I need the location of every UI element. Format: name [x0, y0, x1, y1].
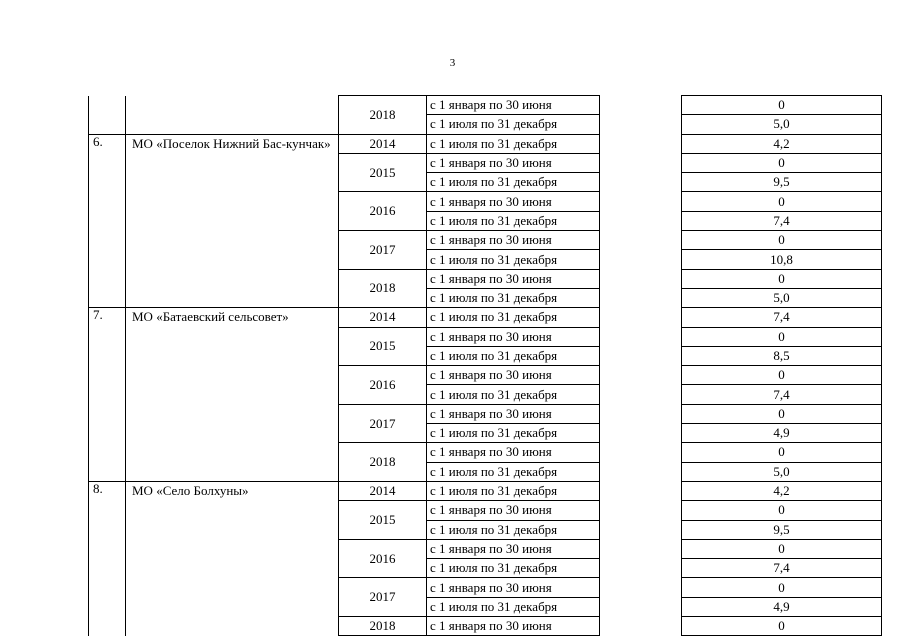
year-cell: 2014	[339, 308, 427, 327]
value-cell: 7,4	[682, 559, 882, 578]
value-cell: 7,4	[682, 385, 882, 404]
period-cell: с 1 января по 30 июня	[427, 443, 600, 462]
period-cell: с 1 июля по 31 декабря	[427, 462, 600, 481]
spacer-cell	[600, 288, 682, 307]
period-cell: с 1 июля по 31 декабря	[427, 346, 600, 365]
spacer-cell	[600, 597, 682, 616]
spacer-cell	[600, 424, 682, 443]
year-cell: 2014	[339, 134, 427, 153]
value-cell: 9,5	[682, 173, 882, 192]
spacer-cell	[600, 192, 682, 211]
period-cell: с 1 июля по 31 декабря	[427, 250, 600, 269]
spacer-cell	[600, 462, 682, 481]
period-cell: с 1 января по 30 июня	[427, 269, 600, 288]
value-cell: 0	[682, 501, 882, 520]
spacer-cell	[600, 481, 682, 500]
value-cell: 4,9	[682, 424, 882, 443]
value-cell: 0	[682, 578, 882, 597]
municipality-cell: МО «Поселок Нижний Бас-кунчак»	[126, 134, 339, 308]
value-cell: 0	[682, 192, 882, 211]
row-number-cell: 8.	[89, 481, 126, 635]
value-cell: 9,5	[682, 520, 882, 539]
value-cell: 10,8	[682, 250, 882, 269]
value-cell: 7,4	[682, 308, 882, 327]
value-cell: 4,2	[682, 481, 882, 500]
value-cell: 0	[682, 404, 882, 423]
period-cell: с 1 июля по 31 декабря	[427, 481, 600, 500]
spacer-cell	[600, 134, 682, 153]
value-cell: 0	[682, 617, 882, 636]
table-body	[89, 96, 882, 636]
period-cell: с 1 июля по 31 декабря	[427, 424, 600, 443]
period-cell: с 1 июля по 31 декабря	[427, 288, 600, 307]
spacer-cell	[600, 385, 682, 404]
spacer-cell	[600, 501, 682, 520]
value-cell: 5,0	[682, 115, 882, 134]
value-cell: 0	[682, 327, 882, 346]
spacer-cell	[600, 578, 682, 597]
spacer-cell	[600, 211, 682, 230]
spacer-cell	[600, 617, 682, 636]
spacer-cell	[600, 327, 682, 346]
year-cell: 2018	[339, 443, 427, 482]
period-cell: с 1 января по 30 июня	[427, 578, 600, 597]
spacer-cell	[600, 269, 682, 288]
spacer-cell	[600, 346, 682, 365]
municipality-cell: МО «Батаевский сельсовет»	[126, 308, 339, 482]
year-cell: 2014	[339, 481, 427, 500]
page-number: 3	[449, 57, 456, 69]
period-cell: с 1 июля по 31 декабря	[427, 211, 600, 230]
table-row	[89, 134, 882, 153]
spacer-cell	[600, 443, 682, 462]
value-cell: 0	[682, 539, 882, 558]
year-cell: 2015	[339, 327, 427, 366]
row-number-cell	[89, 96, 126, 135]
spacer-cell	[600, 308, 682, 327]
year-cell: 2016	[339, 192, 427, 231]
value-cell: 5,0	[682, 462, 882, 481]
period-cell: с 1 июля по 31 декабря	[427, 134, 600, 153]
municipality-cell	[126, 96, 339, 135]
period-cell: с 1 января по 30 июня	[427, 192, 600, 211]
spacer-cell	[600, 153, 682, 172]
year-cell: 2018	[339, 96, 427, 135]
tariff-table	[88, 95, 882, 636]
value-cell: 0	[682, 153, 882, 172]
period-cell: с 1 июля по 31 декабря	[427, 597, 600, 616]
year-cell: 2016	[339, 366, 427, 405]
value-cell: 0	[682, 231, 882, 250]
value-cell: 4,2	[682, 134, 882, 153]
period-cell: с 1 июля по 31 декабря	[427, 173, 600, 192]
year-cell: 2016	[339, 539, 427, 578]
value-cell: 0	[682, 366, 882, 385]
table-row	[89, 308, 882, 327]
value-cell: 0	[682, 96, 882, 115]
period-cell: с 1 января по 30 июня	[427, 153, 600, 172]
period-cell: с 1 января по 30 июня	[427, 366, 600, 385]
spacer-cell	[600, 520, 682, 539]
spacer-cell	[600, 539, 682, 558]
year-cell: 2018	[339, 617, 427, 636]
spacer-cell	[600, 250, 682, 269]
period-cell: с 1 января по 30 июня	[427, 327, 600, 346]
period-cell: с 1 июля по 31 декабря	[427, 520, 600, 539]
period-cell: с 1 июля по 31 декабря	[427, 115, 600, 134]
value-cell: 7,4	[682, 211, 882, 230]
period-cell: с 1 января по 30 июня	[427, 404, 600, 423]
row-number-cell: 6.	[89, 134, 126, 308]
period-cell: с 1 января по 30 июня	[427, 501, 600, 520]
spacer-cell	[600, 173, 682, 192]
year-cell: 2015	[339, 501, 427, 540]
spacer-cell	[600, 404, 682, 423]
spacer-cell	[600, 559, 682, 578]
spacer-cell	[600, 366, 682, 385]
row-number-cell: 7.	[89, 308, 126, 482]
period-cell: с 1 января по 30 июня	[427, 96, 600, 115]
spacer-cell	[600, 231, 682, 250]
period-cell: с 1 января по 30 июня	[427, 617, 600, 636]
period-cell: с 1 июля по 31 декабря	[427, 308, 600, 327]
period-cell: с 1 января по 30 июня	[427, 231, 600, 250]
value-cell: 4,9	[682, 597, 882, 616]
table-row	[89, 96, 882, 115]
value-cell: 5,0	[682, 288, 882, 307]
period-cell: с 1 июля по 31 декабря	[427, 385, 600, 404]
year-cell: 2017	[339, 578, 427, 617]
spacer-cell	[600, 96, 682, 115]
year-cell: 2015	[339, 153, 427, 192]
municipality-cell: МО «Село Болхуны»	[126, 481, 339, 635]
value-cell: 0	[682, 443, 882, 462]
value-cell: 8,5	[682, 346, 882, 365]
spacer-cell	[600, 115, 682, 134]
period-cell: с 1 января по 30 июня	[427, 539, 600, 558]
period-cell: с 1 июля по 31 декабря	[427, 559, 600, 578]
year-cell: 2018	[339, 269, 427, 308]
table-row	[89, 481, 882, 500]
year-cell: 2017	[339, 404, 427, 443]
year-cell: 2017	[339, 231, 427, 270]
value-cell: 0	[682, 269, 882, 288]
